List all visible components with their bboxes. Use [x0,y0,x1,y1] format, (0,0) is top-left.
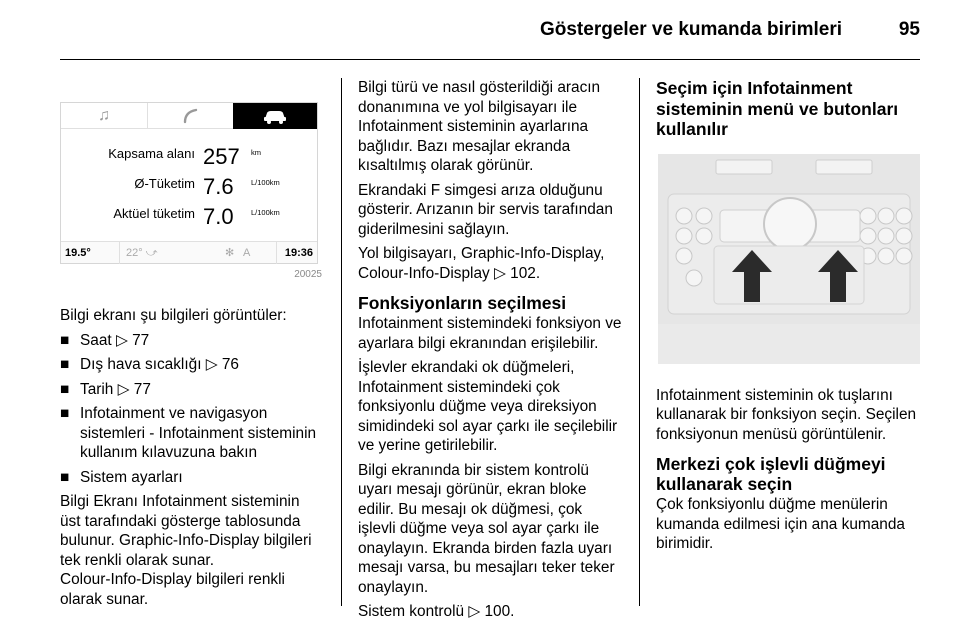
fan-icon: ✻ [225,247,235,259]
row-value: 257 [203,143,240,169]
page-ref-icon: ▷ [117,380,130,398]
list-item-text: Tarih [80,380,114,398]
airflow-icon: ⤻ [145,247,158,259]
body-text [358,244,624,283]
body-text: Bilgi ekranında bir sistem kontrolü uyarı mesajı görünür, ekran bloke edilir. Bu mesajı ok düğmesi, çok işlevli düğme veya sol ayar çarkı ile onaylayın. Ekranda birden fazla uyarı mesajı varsa, bu mesajları teker teker onaylayın. [358,461,615,596]
body-text [358,602,624,622]
body-text: Colour-Info-Display bilgileri renkli olarak sunar. [60,571,285,608]
page-ref: 77 [133,380,151,398]
set-temp [119,242,157,264]
body-text: Infotainment sisteminin ok tuşlarını kullanarak bir fonksiyon seçin. Seçilen fonksiyonun menüsü görüntülenir. [656,386,917,443]
current-consumption-row [61,199,317,227]
body-text: Bilgi türü ve nasıl gösterildiği aracın donanımına ve yol bilgisayarı ile Infotainment sisteminin ayarlarına bağlıdır. Bazı mesajlar ekranda kısaltılmış olarak görünür. [358,79,601,174]
page-ref: 102. [510,264,541,282]
column-divider [639,78,640,606]
list-item [60,468,324,488]
display-tabs [61,103,317,129]
body-text: Bilgi Ekranı Infotainment sisteminin üst tarafındaki gösterge tablosunda bulunur. Graphic-Info-Display bilgileri tek renkli olarak sunar. [60,493,312,569]
list-item [60,380,324,400]
figure-number: 20025 [294,268,322,280]
bullet-icon: ■ [60,405,70,422]
range-row [61,139,317,167]
avg-consumption-row [61,169,317,197]
body-text: İşlevler ekrandaki ok düğmeleri, Infotainment sistemindeki çok fonksiyonlu düğme veya direksiyon simidindeki sol ayar çarkı ile seçilebilir ve yerine getirilebilir. [358,359,618,454]
list-item [60,331,324,351]
car-icon [233,103,317,129]
auto-label: A [243,247,251,259]
list-item-text: Dış hava sıcaklığı [80,356,202,373]
infotainment-controls-figure [656,154,920,372]
control-panel [658,154,920,364]
page-ref-icon: ▷ [468,603,481,620]
clock: 19:36 [276,242,313,264]
bullet-icon: ■ [60,468,70,486]
info-display [60,102,318,264]
list-item-text: Sistem ayarları [80,468,183,486]
music-note-icon: ♫ [98,107,110,124]
list-item-text: Saat [80,331,112,349]
section-heading: Merkezi çok işlevli düğmeyi kullanarak seçin [656,454,886,494]
column-2 [358,78,624,627]
column-divider [341,78,342,606]
row-unit: L/100km [251,177,280,187]
row-value: 7.6 [203,173,234,199]
header-title: Göstergeler ve kumanda birimleri [539,19,842,40]
row-label: Aktüel tüketim [113,205,195,221]
row-value: 7.0 [203,203,234,229]
display-items-list [60,331,324,488]
row-unit: L/100km [251,207,280,217]
row-label: Ø-Tüketim [134,175,195,191]
body-text-span: Sistem kontrolü [358,603,465,620]
set-temp-value: 22° [126,247,143,259]
body-text-span: Yol bilgisayarı, Graphic-Info-Display, Colour-Info-Display [358,245,605,282]
bullet-icon: ■ [60,356,70,373]
page-ref: 76 [221,356,239,373]
page-ref-icon: ▷ [205,356,218,373]
body-text: Çok fonksiyonlu düğme menülerin kumanda edilmesi için ana kumanda birimidir. [656,496,905,552]
outside-temp: 19.5° [65,247,91,259]
phone-icon [147,103,233,129]
row-unit: km [251,147,261,157]
page-ref: 100. [484,603,515,620]
page-number: 95 [898,19,920,40]
page-ref-icon: ▷ [494,264,506,282]
section-heading: Fonksiyonların seçilmesi [358,293,567,313]
bullet-icon: ■ [60,331,70,349]
info-display-figure [60,78,324,290]
page-ref-icon: ▷ [115,331,128,349]
row-label: Kapsama alanı [108,145,195,161]
display-footer [61,241,317,263]
intro-text: Bilgi ekranı şu bilgileri görüntüler: [60,307,287,324]
list-item [60,404,324,463]
list-item-text: Infotainment ve navigasyon sistemleri - Infotainment sisteminin kullanım kılavuzuna bakın [80,405,317,461]
column-3 [656,78,922,559]
page-header [60,0,920,60]
section-heading: Seçim için Infotainment sisteminin menü ve butonları kullanılır [656,78,899,139]
control-panel-drawing [658,154,920,364]
column-1 [60,78,324,614]
page-ref: 77 [132,331,150,349]
body-text: Ekrandaki F simgesi arıza olduğunu gösterir. Arızanın bir servis tarafından giderilmesini sağlayın. [358,181,613,238]
bullet-icon: ■ [60,380,70,398]
body-text: Infotainment sistemindeki fonksiyon ve ayarlara bilgi ekranından erişilebilir. [358,315,622,352]
list-item [60,355,324,375]
